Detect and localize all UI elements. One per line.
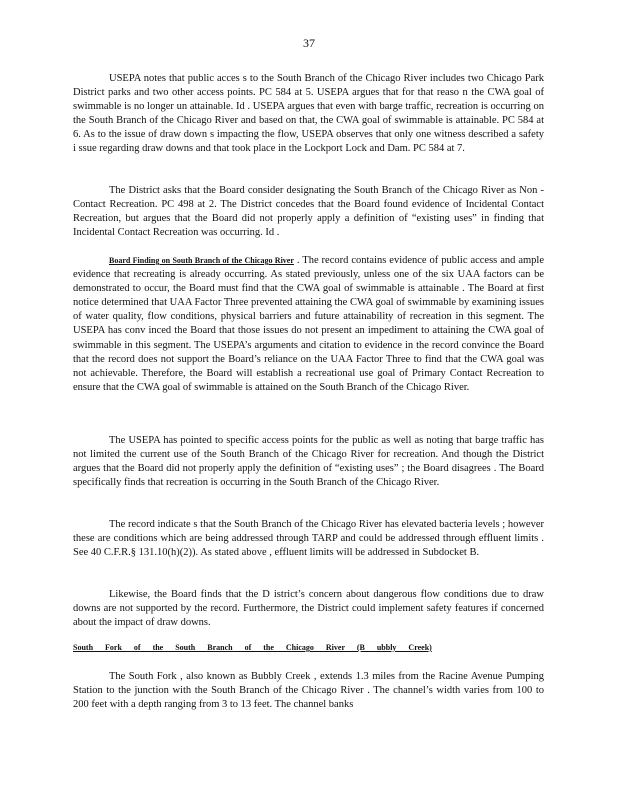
paragraph-bacteria-levels: The record indicate s that the South Branch of the Chicago River has elevated bacteria levels ; however these are conditions which are being addressed through TARP and could be addressed through effluent limits . See 40 C.F.R.§ 131.10(h)(2)). As stated above , effluent limits will be addressed in Subdocket B. [73, 519, 544, 559]
paragraph-flow-conditions: Likewise, the Board finds that the D istrict’s concern about dangerous flow conditions due to draw downs are not supported by the record. Furthermore, the District could implement safety features if concerned about the impact of draw downs. [73, 589, 544, 629]
page-number: 37 [303, 36, 315, 50]
paragraph-usepa-access: USEPA notes that public acces s to the South Branch of the Chicago River includes two Chicago Park District parks and two other access points. PC 584 at 5. USEPA argues that for that reaso n the CWA goal of swimmable is no longer un attainable. Id . USEPA argues that even with barge traffic, recreation is occurring on the South Branch of the Chicago River and based on that, the CWA goal of swimmable is attainable. PC 584 at 6. As to the issue of draw down s impacting the flow, USEPA observes that only one witness described a safety i ssue regarding draw downs and that took place in the Lockport Lock and Dam. PC 584 at 7. [73, 73, 544, 155]
paragraph-usepa-access-points: The USEPA has pointed to specific access points for the public as well as noting that barge traffic has not limited the current use of the South Branch of the Chicago River for recreation. And though the District argues that the Board did not properly apply the definition of “existing uses” ; the Board disagrees . The Board specifically finds that recreation is occurring in the South Branch of the Chicago River. [73, 435, 544, 489]
paragraph-south-fork: The South Fork , also known as Bubbly Creek , extends 1.3 miles from the Racine Avenue Pumping Station to the junction with the South Branch of the Chicago River . The channel’s width varies from 100 to 200 feet with a depth ranging from 3 to 13 feet. The channel banks [73, 671, 544, 711]
section-heading-south-fork: South Fork of the South Branch of the Chicago River (B ubbly Creek) [73, 643, 432, 652]
board-finding-text: . The record contains evidence of public access and ample evidence that recreating is already occurring. As stated previously, unless one of the six UAA factors can be demonstrated to occur, the Board must find that the CWA goal of swimmable is attainable . The Board at first notice determined that UAA Factor Three prevented attaining the CWA goal of swimmable by examining issues of water quality, flow conditions, physical barriers and future attainability of recreation in this segment. The USEPA has conv inced the Board that those issues do not present an impediment to attaining the CWA goal of swimmable in this segment. The USEPA’s arguments and citation to evidence in the record convince the Board that the record does not support the Board’s reliance on the UAA Factor Three to find that the CWA goal was not achievable. Therefore, the Board will establish a recreational use goal of Primary Contact Recreation to ensure that the CWA goal of swimmable is attained on the South Branch of the Chicago River. [73, 255, 545, 393]
board-finding-heading: Board Finding on South Branch of the Chicago River [109, 256, 294, 265]
paragraph-district-request: The District asks that the Board consider designating the South Branch of the Chicago River as Non -Contact Recreation. PC 498 at 2. The District concedes that the Board found evidence of Incidental Contact Recreation, but argues that the Board did not properly apply a definition of “existing uses” in finding that Incidental Contact Recreation was occurring. Id . [73, 185, 544, 239]
paragraph-board-finding [73, 254, 544, 395]
